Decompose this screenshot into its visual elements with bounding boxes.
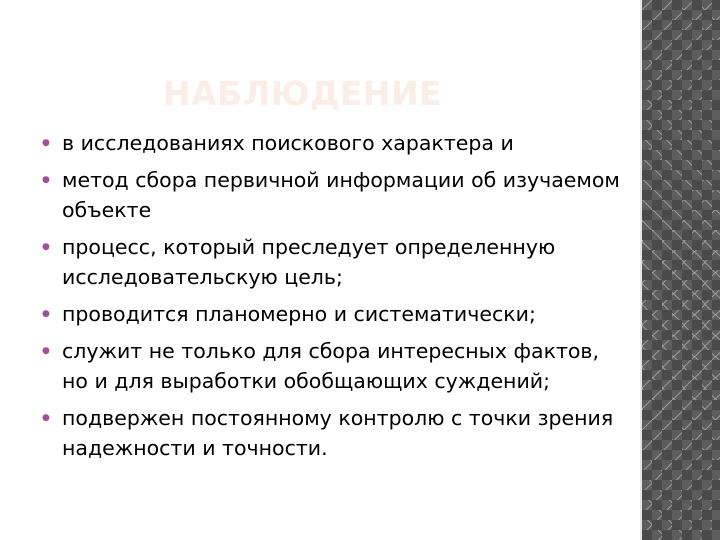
bullet-dot-icon: ● [42, 309, 50, 319]
bullet-list [42, 128, 627, 470]
bullet-item [42, 232, 627, 292]
bullet-text: процесс, который преследует определенную исследовательскую цель; [62, 235, 556, 289]
bullet-item [42, 128, 627, 158]
bullet-text: метод сбора первичной информации об изучаемом объекте [62, 168, 620, 222]
bullet-item [42, 336, 627, 396]
slide-title: НАБЛЮДЕНИЕ [163, 74, 443, 113]
bullet-dot-icon: ● [42, 242, 50, 252]
bullet-dot-icon: ● [42, 346, 50, 356]
bullet-dot-icon: ● [42, 138, 50, 148]
bullet-text: служит не только для сбора интересных фактов, но и для выработки обобщающих суждений; [62, 339, 600, 393]
bullet-text: проводится планомерно и систематически; [62, 302, 536, 326]
bullet-item [42, 299, 627, 329]
bullet-dot-icon: ● [42, 175, 50, 185]
bullet-item [42, 403, 627, 463]
bullet-text: в исследованиях поискового характера и [62, 131, 514, 155]
bullet-item [42, 165, 627, 225]
bullet-dot-icon: ● [42, 413, 50, 423]
bullet-text: подвержен постоянному контролю с точки зрения надежности и точности. [62, 406, 614, 460]
decorative-pattern-strip [640, 0, 720, 540]
